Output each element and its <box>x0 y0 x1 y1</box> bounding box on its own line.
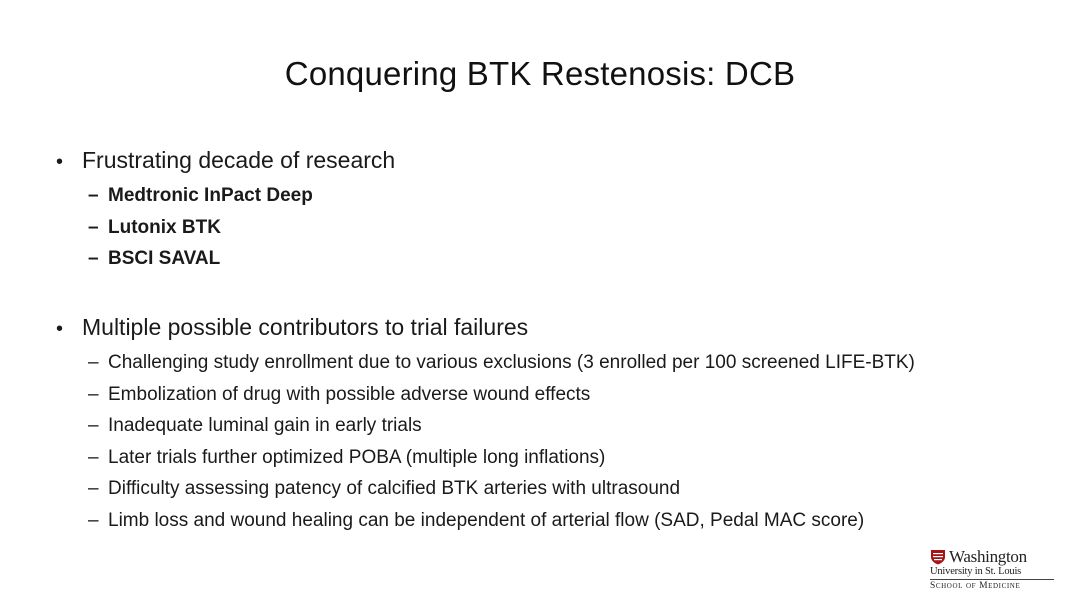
sub-item-text: Inadequate luminal gain in early trials <box>108 415 422 436</box>
sub-item-text: Challenging study enrollment due to various exclusions (3 enrolled per 100 screened LIFE-BTK) <box>108 352 915 373</box>
slide-title: Conquering BTK Restenosis: DCB <box>284 55 796 92</box>
sub-item-limb-loss <box>88 505 1056 537</box>
bullet-dot: • <box>56 318 64 340</box>
sub-item-medtronic <box>88 180 1056 212</box>
dash: – <box>88 185 99 206</box>
dash: – <box>88 383 99 405</box>
section-contributors <box>56 312 1056 536</box>
washu-logo <box>930 548 1054 593</box>
sub-item-poba <box>88 442 1056 474</box>
sub-item-text: Lutonix BTK <box>108 216 221 238</box>
sub-item-luminal-gain <box>88 410 1056 442</box>
sub-item-bsci <box>88 243 1056 275</box>
sub-item-patency <box>88 473 1056 505</box>
bullet-contributors-text: Multiple possible contributors to trial failures <box>82 314 529 340</box>
dash: – <box>88 415 99 436</box>
sub-item-text: Difficulty assessing patency of calcified BTK arteries with ultrasound <box>108 478 681 499</box>
contributors-sublist <box>56 347 1056 536</box>
logo-top <box>930 548 1054 565</box>
dash: – <box>88 446 99 468</box>
bullet-research <box>56 145 1056 177</box>
section-research <box>56 145 1056 275</box>
sub-item-lutonix <box>88 212 1056 244</box>
logo-university: University in St. Louis <box>930 565 1054 580</box>
sub-item-text: Limb loss and wound healing can be independent of arterial flow (SAD, Pedal MAC score) <box>108 509 865 531</box>
sub-item-text: BSCI SAVAL <box>108 248 221 269</box>
university-shield-icon <box>930 549 946 565</box>
dash: – <box>88 248 99 269</box>
dash: – <box>88 509 99 531</box>
bullet-contributors <box>56 312 1056 344</box>
sub-item-text: Medtronic InPact Deep <box>108 185 313 206</box>
sub-item-embolization <box>88 379 1056 411</box>
dash: – <box>88 352 99 373</box>
sub-item-text: Embolization of drug with possible adverse wound effects <box>108 383 591 405</box>
bullet-dot: • <box>56 151 64 173</box>
bullet-research-text: Frustrating decade of research <box>82 147 396 173</box>
logo-school: School of Medicine <box>930 581 1021 591</box>
sub-item-text: Later trials further optimized POBA (multiple long inflations) <box>108 446 606 468</box>
logo-name: Washington <box>949 547 1027 566</box>
sub-item-enrollment <box>88 347 1056 379</box>
research-sublist <box>56 180 1056 275</box>
dash: – <box>88 478 99 499</box>
dash: – <box>88 216 99 238</box>
